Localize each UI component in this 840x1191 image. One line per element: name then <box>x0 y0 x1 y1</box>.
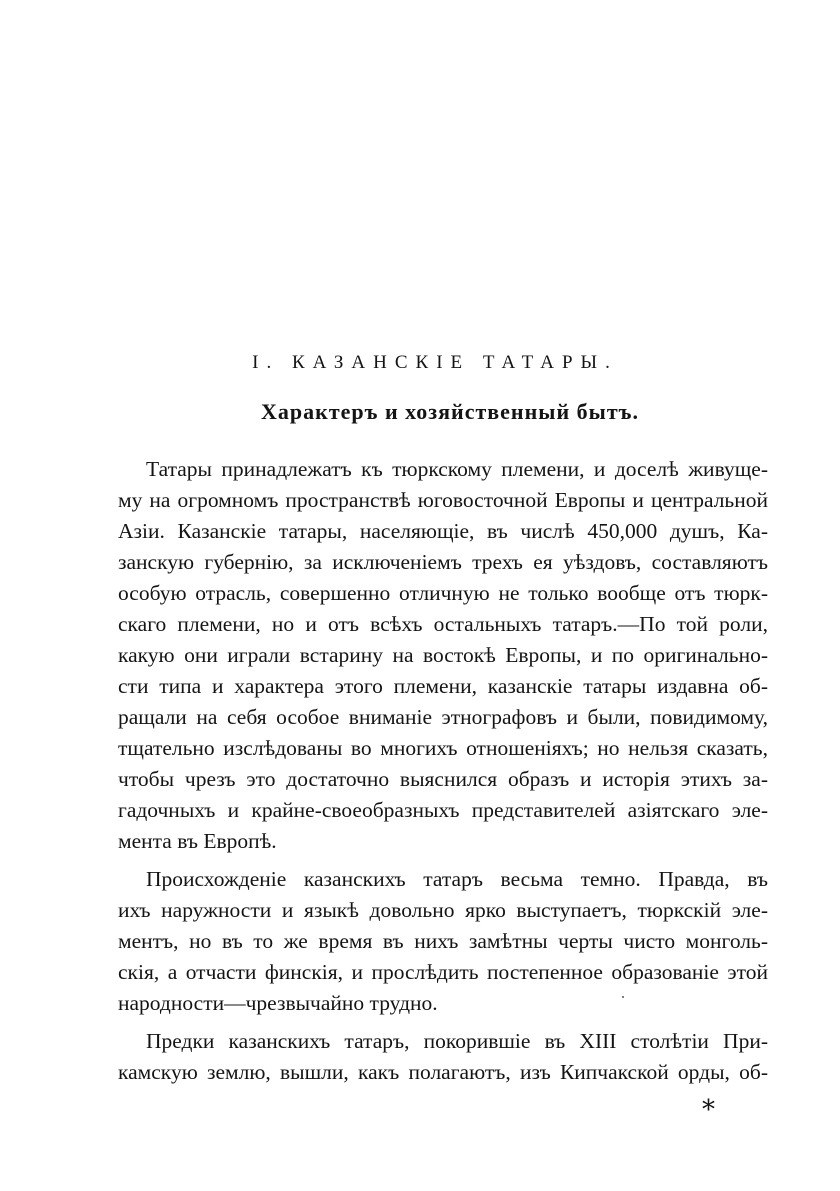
text-line: тщательно изслѣдованы во многихъ отношеніяхъ; но нельзя сказать, <box>118 736 768 760</box>
text-line: занскую губернію, за исключеніемъ трехъ ея уѣздовъ, составляютъ <box>118 550 768 574</box>
text-line: ихъ наружности и языкѣ довольно ярко выступаетъ, тюркскій эле- <box>118 898 768 922</box>
text-line: Азіи. Казанскіе татары, населяющіе, въ числѣ 450,000 душъ, Ка- <box>118 519 768 543</box>
text-line: гадочныхъ и крайне-своеобразныхъ представителей азіятскаго эле- <box>118 798 768 822</box>
text-line: народности—чрезвычайно трудно. <box>118 991 438 1015</box>
text-line: ментъ, но въ то же время въ нихъ замѣтны черты чисто монголь- <box>118 929 768 953</box>
print-speck <box>622 996 624 998</box>
text-line: Происхожденіе казанскихъ татаръ весьма темно. Правда, въ <box>146 867 768 891</box>
text-line: особую отрасль, совершенно отличную не только вообще отъ тюрк- <box>118 581 768 605</box>
signature-mark: * <box>702 1095 715 1125</box>
text-line: Предки казанскихъ татаръ, покорившіе въ XIII столѣтіи При- <box>146 1029 768 1053</box>
text-line: му на огромномъ пространствѣ юговосточной Европы и центральной <box>118 488 768 512</box>
text-line: Татары принадлежатъ къ тюркскому племени, и доселѣ живуще- <box>146 457 768 481</box>
chapter-title: I. КАЗАНСКІЕ ТАТАРЫ. <box>252 352 618 373</box>
text-line: чтобы чрезъ это достаточно выяснился образъ и исторія этихъ за- <box>118 767 768 791</box>
text-line: ращали на себя особое вниманіе этнографовъ и были, повидимому, <box>118 705 768 729</box>
text-line: сти типа и характера этого племени, казанскіе татары издавна об- <box>118 674 768 698</box>
section-title: Характеръ и хозяйственный бытъ. <box>261 399 639 424</box>
text-line: скія, а отчасти финскія, и прослѣдить постепенное образованіе этой <box>118 960 768 984</box>
text-line: скаго племени, но и отъ всѣхъ остальныхъ татаръ.—По той роли, <box>118 612 768 636</box>
text-line: мента въ Европѣ. <box>118 829 277 853</box>
text-line: какую они играли встарину на востокѣ Европы, и по оригинально- <box>118 643 768 667</box>
text-line: камскую землю, вышли, какъ полагаютъ, изъ Кипчакской орды, об- <box>118 1060 768 1084</box>
